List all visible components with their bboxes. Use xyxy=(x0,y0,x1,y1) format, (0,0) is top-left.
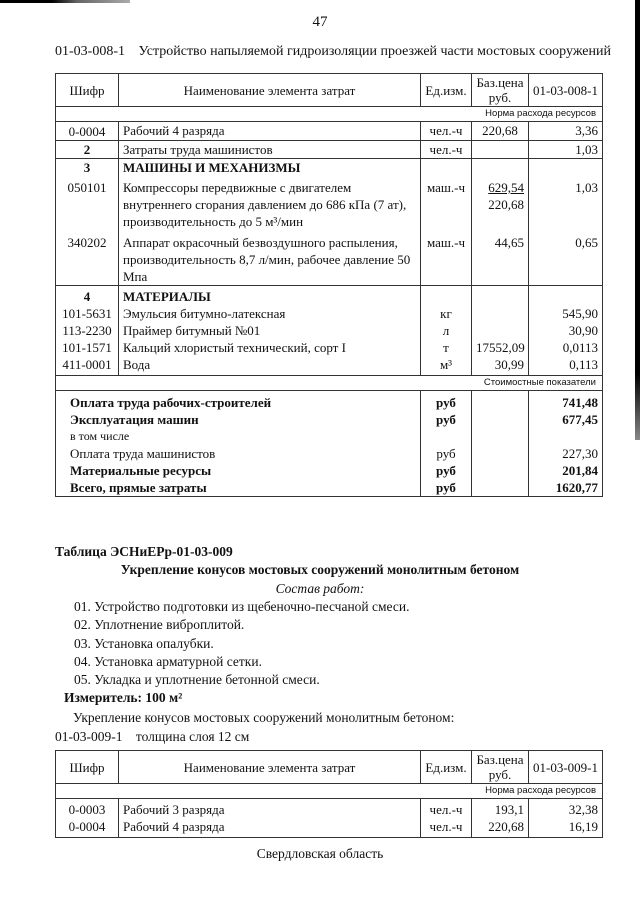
scan-edge-top xyxy=(0,0,130,3)
scan-edge-right xyxy=(635,0,640,440)
header-code: Шифр xyxy=(56,74,119,107)
table-row: 0-0003 Рабочий 3 разряда чел.-ч 193,1 32,38 xyxy=(56,799,603,819)
table-row: 0-0004 Рабочий 4 разряда чел.-ч 220,68 16,19 xyxy=(56,818,603,838)
norm-band: Норма расхода ресурсов xyxy=(56,784,603,799)
section-title: Укрепление конусов мостовых сооружений монолитным бетоном xyxy=(120,562,520,577)
table1-title xyxy=(55,44,611,60)
work-item: 02. Уплотнение виброплитой. xyxy=(74,617,245,632)
header-price: Баз.цена руб. xyxy=(472,751,529,784)
header-price: Баз.цена руб. xyxy=(472,74,529,107)
resource-table-1 xyxy=(55,73,603,497)
table-row: 113-2230 Праймер битумный №01 л 30,90 xyxy=(56,322,603,339)
page-footer: Свердловская область xyxy=(256,846,384,861)
page-number: 47 xyxy=(312,14,328,30)
cost-row: в том числе xyxy=(56,428,603,445)
cost-row-total: Всего, прямые затраты руб 1620,77 xyxy=(56,479,603,497)
table1-title-text: Устройство напыляемой гидроизоляции проезжей части мостовых сооружений xyxy=(138,44,611,59)
section-materials-header: 4 МАТЕРИАЛЫ xyxy=(56,286,603,306)
table-header-row xyxy=(56,751,603,784)
cost-row: Материальные ресурсы руб 201,84 xyxy=(56,462,603,479)
section-description: Укрепление конусов мостовых сооружений монолитным бетоном: xyxy=(73,710,455,725)
header-unit: Ед.изм. xyxy=(421,751,472,784)
cost-band: Стоимостные показатели xyxy=(56,376,603,391)
cost-row: Оплата труда рабочих-строителей руб 741,48 xyxy=(56,391,603,412)
header-code: Шифр xyxy=(56,751,119,784)
header-norm: 01-03-009-1 xyxy=(529,751,603,784)
subsection-line xyxy=(55,729,249,745)
work-item: 04. Установка арматурной сетки. xyxy=(74,654,262,669)
subsection-title: толщина слоя 12 см xyxy=(135,729,250,744)
table-row: 2 Затраты труда машинистов чел.-ч 1,03 xyxy=(56,141,603,159)
norm-band: Норма расхода ресурсов xyxy=(56,107,603,122)
table-header-row xyxy=(56,74,603,107)
header-unit: Ед.изм. xyxy=(421,74,472,107)
works-label: Состав работ: xyxy=(275,581,365,596)
header-norm: 01-03-008-1 xyxy=(529,74,603,107)
section-table-label: Таблица ЭСНиЕРр-01-03-009 xyxy=(55,544,233,559)
table1-code: 01-03-008-1 xyxy=(55,44,125,59)
table-row: 411-0001 Вода м³ 30,99 0,113 xyxy=(56,356,603,376)
measure-unit: Измеритель: 100 м² xyxy=(64,690,183,705)
table-row: 101-1571 Кальций хлористый технический, сорт I т 17552,09 0,0113 xyxy=(56,339,603,356)
resource-table-2 xyxy=(55,750,603,838)
work-item: 05. Укладка и уплотнение бетонной смеси. xyxy=(74,672,320,687)
work-item: 03. Установка опалубки. xyxy=(74,636,214,651)
table-row: 101-5631 Эмульсия битумно-латексная кг 545,90 xyxy=(56,305,603,322)
section-machines-header: 3 МАШИНЫ И МЕХАНИЗМЫ xyxy=(56,159,603,177)
cost-row: Оплата труда машинистов руб 227,30 xyxy=(56,445,603,462)
table-row: 050101 Компрессоры передвижные с двигателем внутреннего сгорания давлением до 686 кПа (7 ат), производительность до 5 м³/мин маш.-ч 629,54 220,68 1,03 xyxy=(56,176,603,230)
work-item: 01. Устройство подготовки из щебеночно-песчаной смеси. xyxy=(74,599,410,614)
header-name: Наименование элемента затрат xyxy=(119,74,421,107)
table-row: 340202 Аппарат окрасочный безвоздушного распыления, производительность 8,7 л/мин, рабочее давление 50 Мпа маш.-ч 44,65 0,65 xyxy=(56,230,603,286)
cost-row: Эксплуатация машин руб 677,45 xyxy=(56,411,603,428)
header-name: Наименование элемента затрат xyxy=(119,751,421,784)
table-row: 0-0004 Рабочий 4 разряда чел.-ч 220,68 3,36 xyxy=(56,122,603,141)
subsection-code: 01-03-009-1 xyxy=(55,729,123,744)
